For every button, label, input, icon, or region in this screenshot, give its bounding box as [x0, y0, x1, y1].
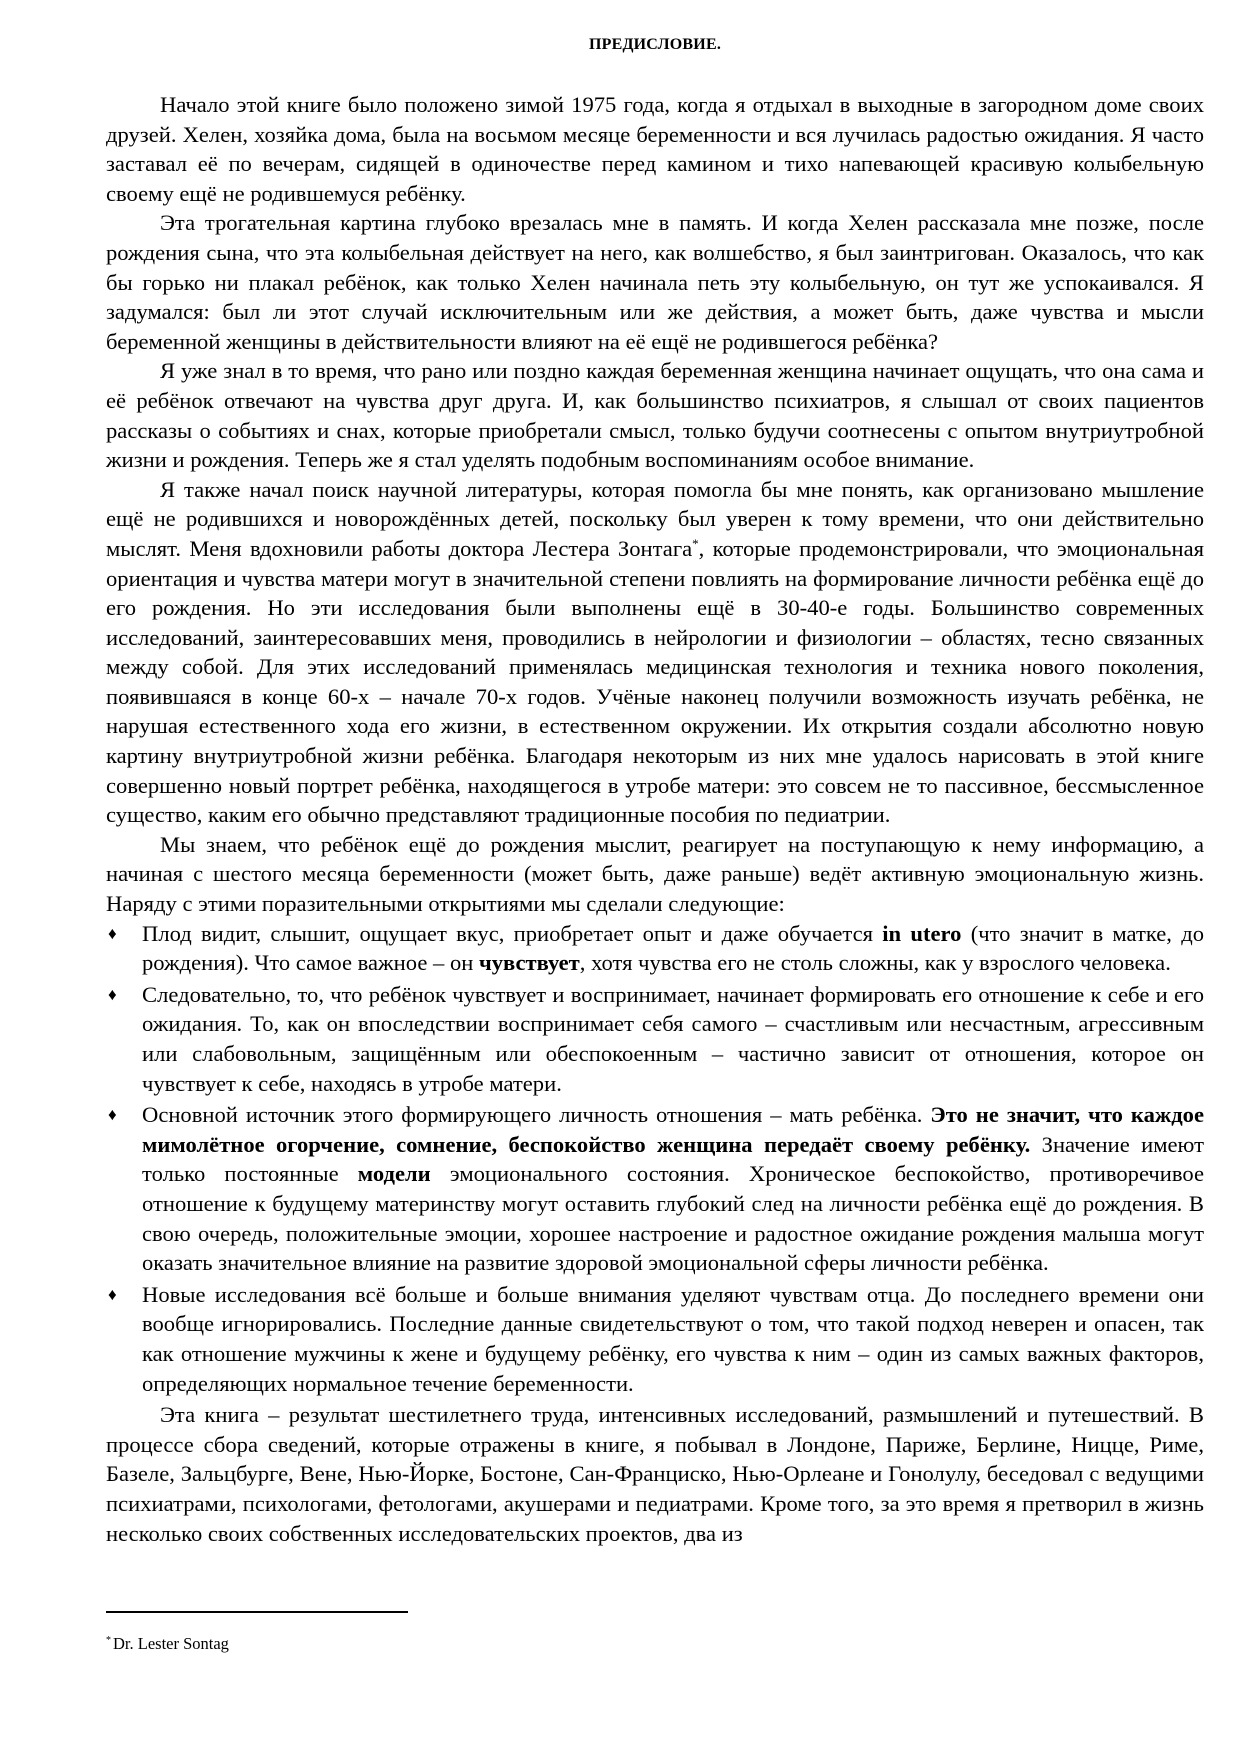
bold-term: чувствует [478, 950, 580, 976]
paragraph-sontag-before: Я также начал поиск научной литературы, которая помогла бы мне понять, как организовано мышление ещё не родившихся и новорождённых детей, поскольку был уверен к тому времени, что они действительно мыслят. Меня вдохновили работы доктора Лестера Зонтага [106, 476, 1204, 561]
page-title: ПРЕДИСЛОВИЕ. [588, 36, 722, 53]
paragraph-sontag-after: , которые продемонстрировали, что эмоциональная ориентация и чувства матери могут в значительной степени повлиять на формирование личности ребёнка ещё до его рождения. Но эти исследования были выполнены ещё в 30-40-е годы. Большинство современных исследований, заинтересовавших меня, проводились в нейрологии и физиологии – областях, тесно связанных между собой. Для этих исследований применялась медицинская технология и техника нового поколения, появившаяся в конце 60-х – начале 70-х годов. Учёные наконец получили возможность изучать ребёнка, не нарушая естественного хода его жизни, в естественном окружении. Их открытия создали абсолютно новую картину внутриутробной жизни ребёнка. Благодаря некоторым из них мне удалось нарисовать в этой книге совершенно новый портрет ребёнка, находящегося в утробе матери: это совсем не то пассивное, бессмысленное существо, каким его обычно представляют традиционные пособия по педиатрии. [106, 535, 1204, 828]
bold-statement: Это не значит, что каждое мимолётное огорчение, сомнение, беспокойство женщина передаёт своему ребёнку. [142, 1102, 1204, 1157]
list-item [108, 919, 1205, 978]
diamond-bullet-icon: ♦ [108, 923, 117, 943]
diamond-bullet-icon: ♦ [108, 1105, 117, 1125]
footnote-mark: * [106, 1635, 111, 1646]
list-item-text [142, 980, 1204, 1098]
list-item [108, 1100, 1205, 1278]
list-item [108, 1280, 1204, 1398]
text-run: (что значит в матке, до рождения). Что самое важное – он [142, 920, 1205, 976]
text-run: Следовательно, то, что ребёнок чувствует и воспринимает, начинает формировать его отношение к себе и его ожидания. То, как он впоследствии воспринимает себя самого – счастливым или несчастным, агрессивным или слабовольным, защищённым или обеспокоенным – частично зависит от отношения, которое он чувствует к себе, находясь в утробе матери. [142, 981, 1204, 1096]
list-item-text [142, 1280, 1204, 1398]
paragraph-list-intro: Мы знаем, что ребёнок ещё до рождения мыслит, реагирует на поступающую к нему информацию, а начиная с шестого месяца беременности (может быть, даже раньше) ведёт активную эмоциональную жизнь. Наряду с этими поразительными открытиями мы сделали следующие: [106, 831, 1204, 917]
paragraph-intro-3: Я уже знал в то время, что рано или поздно каждая беременная женщина начинает ощущать, что она сама и её ребёнок отвечают на чувства друг друга. И, как большинство психиатров, я слышал от своих пациентов рассказы о событиях и снах, которые приобретали смысл, только будучи соотнесены с опытом внутриутробной жизни и рождения. Теперь же я стал уделять подобным воспоминаниям особое внимание. [106, 358, 1204, 473]
bold-term: in utero [882, 920, 962, 946]
list-item [108, 980, 1204, 1098]
paragraph-closing: Эта книга – результат шестилетнего труда, интенсивных исследований, размышлений и путешествий. В процессе сбора сведений, которые отражены в книге, я побывал в Лондоне, Париже, Берлине, Ницце, Риме, Базеле, Зальцбурге, Вене, Нью-Йорке, Бостоне, Сан-Франциско, Нью-Орлеане и Гонолулу, беседовал с ведущими психиатрами, психологами, фетологами, акушерами и педиатрами. Кроме того, за это время я претворил в жизнь несколько своих собственных исследовательских проектов, два из [106, 1402, 1204, 1546]
list-item-text [142, 1100, 1204, 1278]
footnote-text: Dr. Lester Sontag [113, 1634, 229, 1653]
footnote [106, 1634, 229, 1654]
bold-term: модели [357, 1161, 431, 1187]
list-item-text [142, 919, 1204, 978]
diamond-bullet-icon: ♦ [108, 984, 117, 1004]
text-run: Основной источник этого формирующего личность отношения – мать ребёнка. [142, 1102, 931, 1128]
text-run: , хотя чувства его не столь сложны, как у взрослого человека. [579, 950, 1171, 976]
findings-list [106, 919, 1204, 1399]
text-run: Значение имеют только постоянные [142, 1131, 1204, 1187]
paragraph-sontag [106, 475, 1204, 830]
diamond-bullet-icon: ♦ [108, 1284, 117, 1304]
text-run: Плод видит, слышит, ощущает вкус, приобретает опыт и даже обучается [142, 920, 883, 946]
text-run: эмоционального состояния. Хроническое беспокойство, противоречивое отношение к будущему материнству могут оставить глубокий след на личности ребёнка ещё до рождения. В свою очередь, положительные эмоции, хорошее настроение и радостное ожидание рождения малыша могут оказать значительное влияние на развитие здоровой эмоциональной сферы личности ребёнка. [142, 1161, 1205, 1276]
paragraph-intro-1: Начало этой книге было положено зимой 1975 года, когда я отдыхал в выходные в загородном доме своих друзей. Хелен, хозяйка дома, была на восьмом месяце беременности и вся лучилась радостью ожидания. Я часто заставал её по вечерам, сидящей в одиночестве перед камином и тихо напевающей красивую колыбельную своему ещё не родившемуся ребёнку. [106, 92, 1204, 206]
text-run: Новые исследования всё больше и больше внимания уделяют чувствам отца. До последнего времени они вообще игнорировались. Последние данные свидетельствуют о том, что такой подход неверен и опасен, так как отношение мужчины к жене и будущему ребёнку, его чувства к ним – один из самых важных факторов, определяющих нормальное течение беременности. [142, 1281, 1204, 1396]
document-body [106, 90, 1204, 1548]
footnote-separator [106, 1611, 408, 1613]
footnote-reference[interactable]: * [692, 535, 699, 551]
paragraph-intro-2: Эта трогательная картина глубоко врезалась мне в память. И когда Хелен рассказала мне позже, после рождения сына, что эта колыбельная действует на него, как волшебство, я был заинтригован. Оказалось, что как бы горько ни плакал ребёнок, как только Хелен начинала петь эту колыбельную, он тут же успокаивался. Я задумался: был ли этот случай исключительным или же действия, а может быть, даже чувства и мысли беременной женщины в действительности влияют на её ещё не родившегося ребёнка? [106, 210, 1204, 354]
